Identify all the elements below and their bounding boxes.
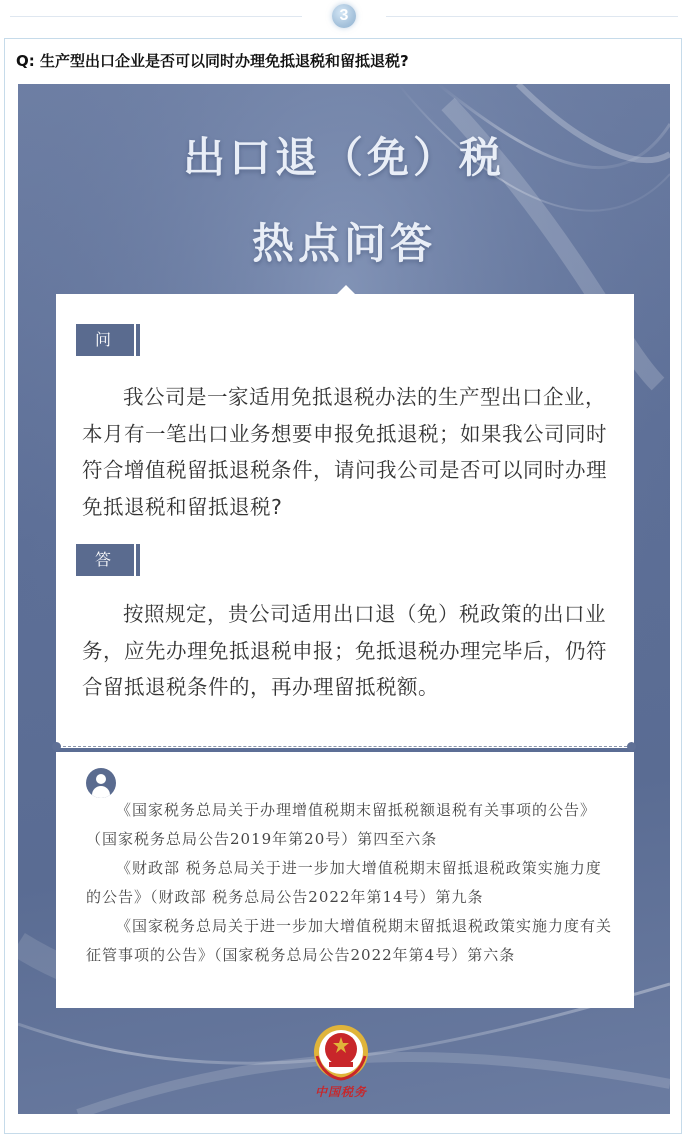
reference-item: 《国家税务总局关于办理增值税期末留抵税额退税有关事项的公告》（国家税务总局公告2019年第20号）第四至六条 [86,801,597,848]
question-text: 生产型出口企业是否可以同时办理免抵退税和留抵退税? [39,52,409,70]
question-body: 我公司是一家适用免抵退税办法的生产型出口企业，本月有一笔出口业务想要申报免抵退税；如果我公司同时符合增值税留抵退税条件，请问我公司是否可以同时办理免抵退税和留抵退税? [82,385,607,519]
qa-card [56,294,634,748]
reference-item: 《国家税务总局关于进一步加大增值税期末留抵退税政策实施力度有关征管事项的公告》（国家税务总局公告2022年第4号）第六条 [86,917,613,964]
card-pointer [337,285,355,294]
header-divider-left [10,16,302,17]
question-tag: 问 [76,324,138,356]
answer-tag: 答 [76,544,138,576]
poster-title-line1: 出口退（免）税 [182,133,505,182]
header-divider-right [386,16,678,17]
poster-title-line2: 热点问答 [251,219,436,268]
person-icon [86,768,116,798]
section-number-badge [324,0,364,32]
question-label: Q: [16,52,35,70]
section-number: 3 [332,4,356,28]
reference-card [56,752,634,1008]
answer-body: 按照规定，贵公司适用出口退（免）税政策的出口业务，应先办理免抵退税申报；免抵退税办理完毕后，仍符合留抵退税条件的，再办理留抵税额。 [82,602,607,699]
logo-text: 中国税务 [314,1085,367,1099]
tax-emblem-icon [311,1022,371,1082]
reference-item: 《财政部 税务总局关于进一步加大增值税期末留抵退税政策实施力度的公告》（财政部 税务总局公告2022年第14号）第九条 [86,859,602,906]
poster-image [18,84,670,1114]
question-heading [16,50,656,72]
divider-dot-left [52,742,61,751]
divider-dot-right [627,742,636,751]
dashed-divider [58,746,632,747]
